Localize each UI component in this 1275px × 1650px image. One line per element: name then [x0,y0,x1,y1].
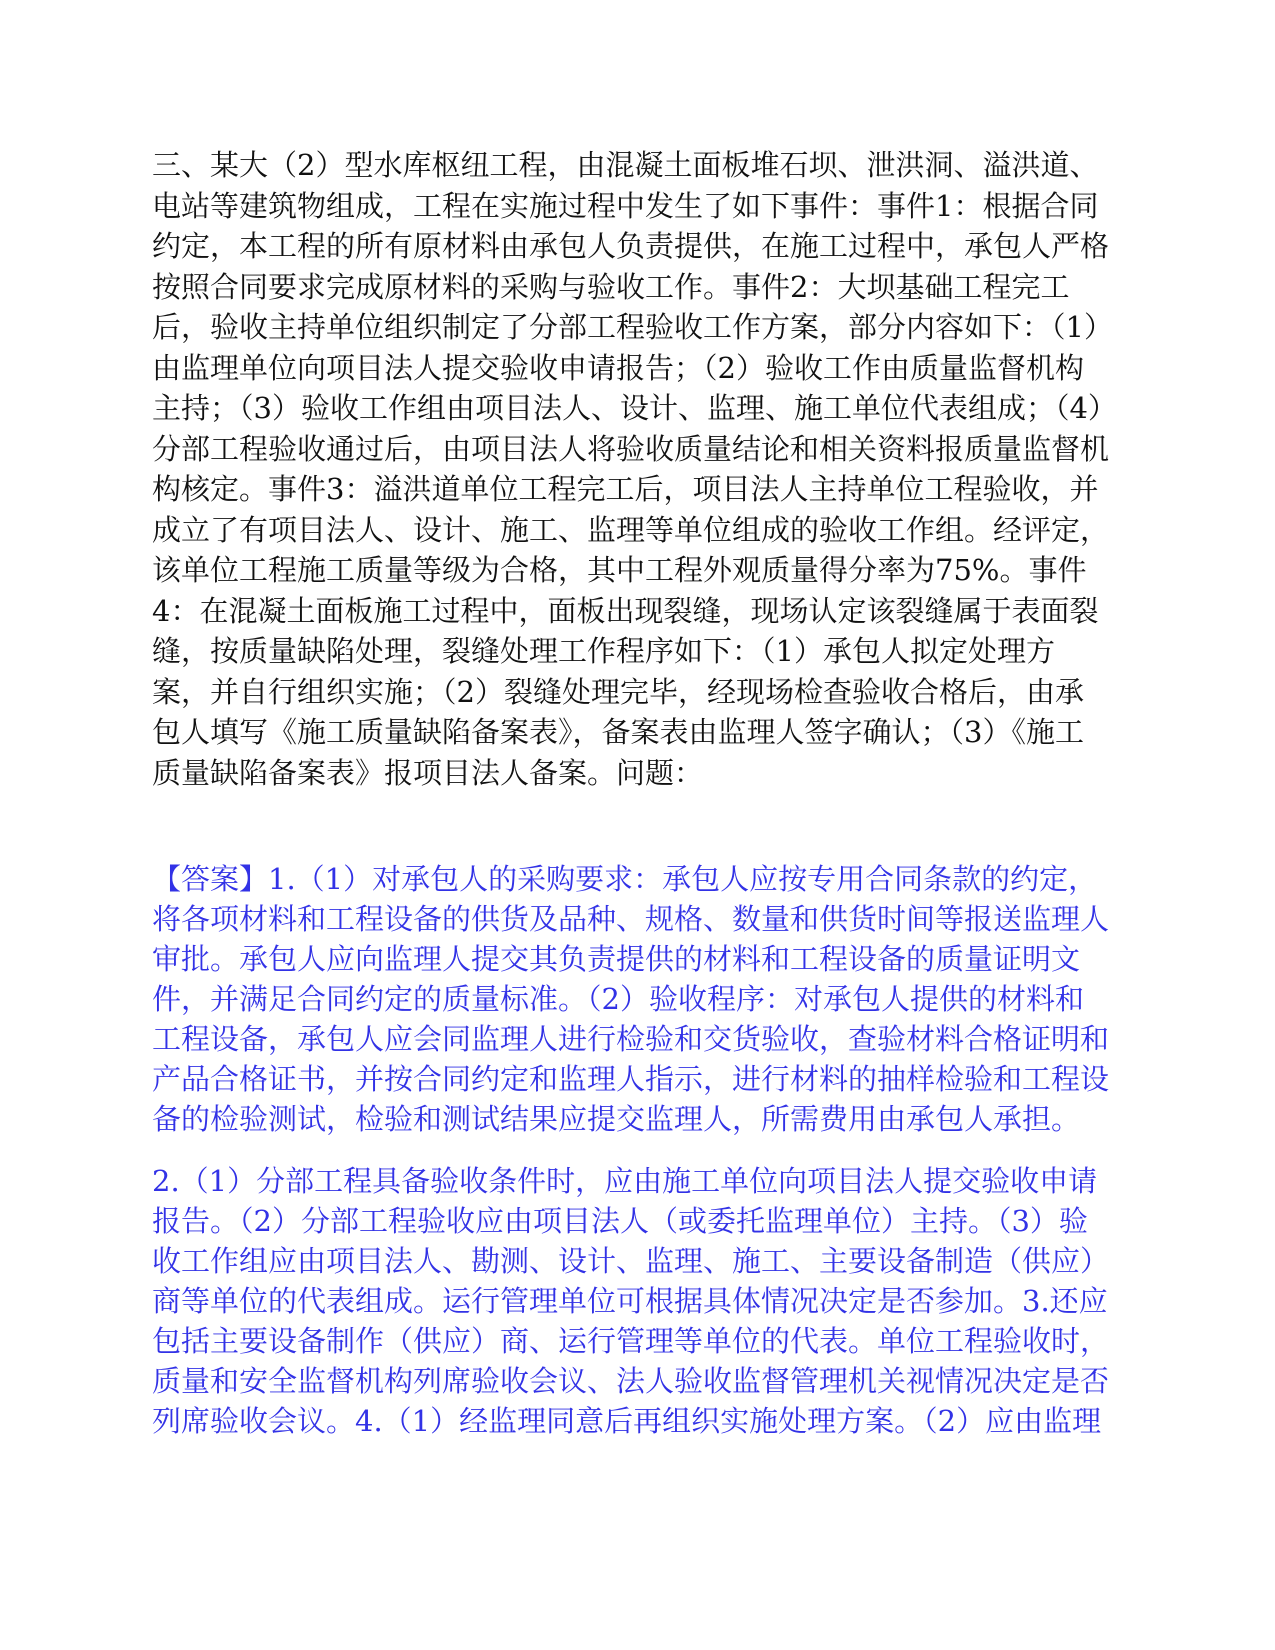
answer-paragraph-2: 2.（1）分部工程具备验收条件时，应由施工单位向项目法人提交验收申请报告。（2）分部工程验收应由项目法人（或委托监理单位）主持。（3）验收工作组应由项目法人、勘测、设计、监理、施工、主要设备制造（供应）商等单位的代表组成。运行管理单位可根据具体情况决定是否参加。3.还应包括主要设备制作（供应）商、运行管理等单位的代表。单位工程验收时，质量和安全监督机构列席验收会议、法人验收监督管理机关视情况决定是否列席验收会议。4.（1）经监理同意后再组织实施处理方案。（2）应由监理 [152,1164,1110,1438]
answer-paragraph-1: 【答案】1.（1）对承包人的采购要求：承包人应按专用合同条款的约定，将各项材料和工程设备的供货及品种、规格、数量和供货时间等报送监理人审批。承包人应向监理人提交其负责提供的材料和工程设备的质量证明文件，并满足合同约定的质量标准。（2）验收程序：对承包人提供的材料和工程设备，承包人应会同监理人进行检验和交货验收，查验材料合格证明和产品合格证书，并按合同约定和监理人指示，进行材料的抽样检验和工程设备的检验测试，检验和测试结果应提交监理人，所需费用由承包人承担。 [152,862,1110,1136]
question-paragraph: 三、某大（2）型水库枢纽工程，由混凝土面板堆石坝、泄洪洞、溢洪道、电站等建筑物组成，工程在实施过程中发生了如下事件：事件1：根据合同约定，本工程的所有原材料由承包人负责提供，在施工过程中，承包人严格按照合同要求完成原材料的采购与验收工作。事件2：大坝基础工程完工后，验收主持单位组织制定了分部工程验收工作方案，部分内容如下：（1）由监理单位向项目法人提交验收申请报告；（2）验收工作由质量监督机构主持；（3）验收工作组由项目法人、设计、监理、施工单位代表组成；（4）分部工程验收通过后，由项目法人将验收质量结论和相关资料报质量监督机构核定。事件3：溢洪道单位工程完工后，项目法人主持单位工程验收，并成立了有项目法人、设计、施工、监理等单位组成的验收工作组。经评定，该单位工程施工质量等级为合格，其中工程外观质量得分率为75%。事件4：在混凝土面板施工过程中，面板出现裂缝，现场认定该裂缝属于表面裂缝，按质量缺陷处理，裂缝处理工作程序如下：（1）承包人拟定处理方案，并自行组织实施；（2）裂缝处理完毕，经现场检查验收合格后，由承包人填写《施工质量缺陷备案表》，备案表由监理人签字确认；（3）《施工质量缺陷备案表》报项目法人备案。问题： [152,148,1110,790]
